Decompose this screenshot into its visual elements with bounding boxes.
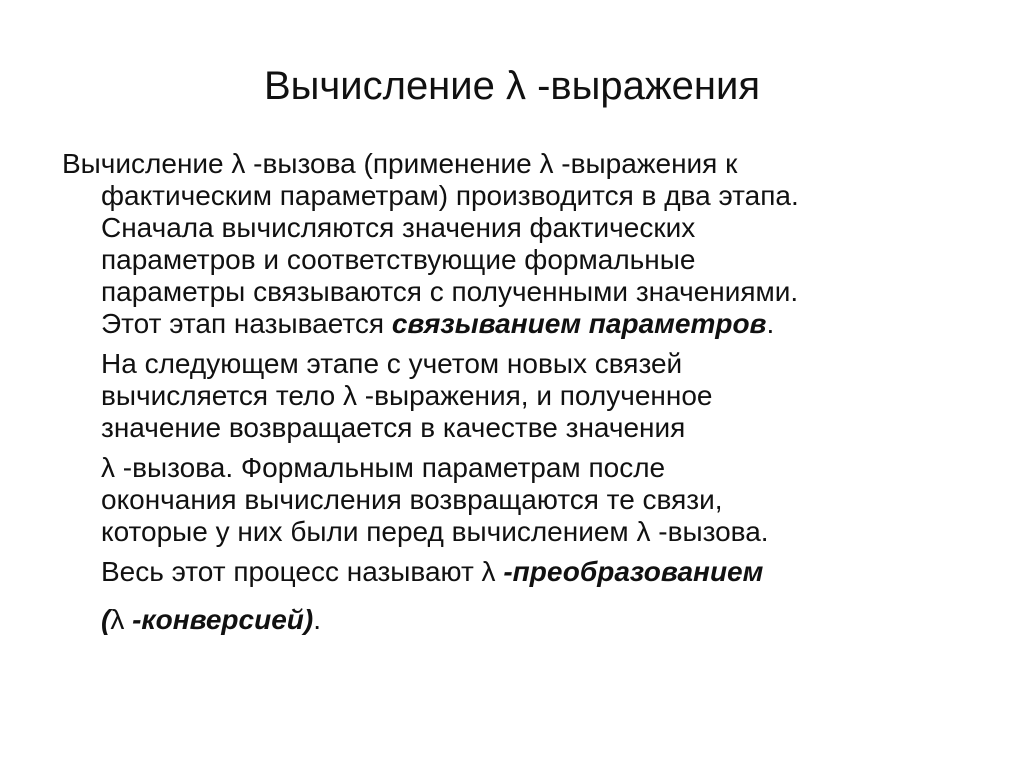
slide-body xyxy=(62,148,982,636)
text-run: Этот этап называется xyxy=(101,308,392,339)
text-line: параметры связываются с полученными значениями. xyxy=(101,276,799,307)
paragraph-restore-bindings xyxy=(62,452,982,548)
lambda-symbol: λ xyxy=(110,604,133,635)
text-line xyxy=(62,604,982,636)
text-line: окончания вычисления возвращаются те связи, xyxy=(101,484,723,515)
slide-title: Вычисление λ -выражения xyxy=(263,64,760,108)
text-run: Весь этот процесс называют λ xyxy=(101,556,504,587)
term-transformation: -преобразованием xyxy=(503,556,764,587)
text-line: параметров и соответствующие формальные xyxy=(101,244,696,275)
text-line: Сначала вычисляются значения фактических xyxy=(101,212,696,243)
text-line: На следующем этапе с учетом новых связей xyxy=(101,348,683,379)
term-conversion: -конверсией) xyxy=(132,604,314,635)
text-line: фактическим параметрам) производится в два этапа. xyxy=(101,180,799,211)
text-run: . xyxy=(766,308,775,339)
text-line: λ -вызова. Формальным параметрам после xyxy=(101,452,666,483)
text-line: которые у них были перед вычислением λ -вызова. xyxy=(101,516,769,547)
text-line xyxy=(62,308,982,340)
text-line: вычисляется тело λ -выражения, и полученное xyxy=(101,380,713,411)
text-line: значение возвращается в качестве значения xyxy=(101,412,686,443)
paragraph-binding xyxy=(62,148,982,340)
paragraph-transformation xyxy=(62,556,982,588)
text-run: . xyxy=(313,604,321,635)
text-line: Вычисление λ -вызова (применение λ -выражения к xyxy=(62,148,738,179)
text-line xyxy=(62,556,982,588)
paragraph-conversion xyxy=(62,604,982,636)
term-binding-parameters: связыванием параметров xyxy=(391,308,767,339)
open-paren: ( xyxy=(101,604,111,635)
paragraph-body-evaluation xyxy=(62,348,982,444)
